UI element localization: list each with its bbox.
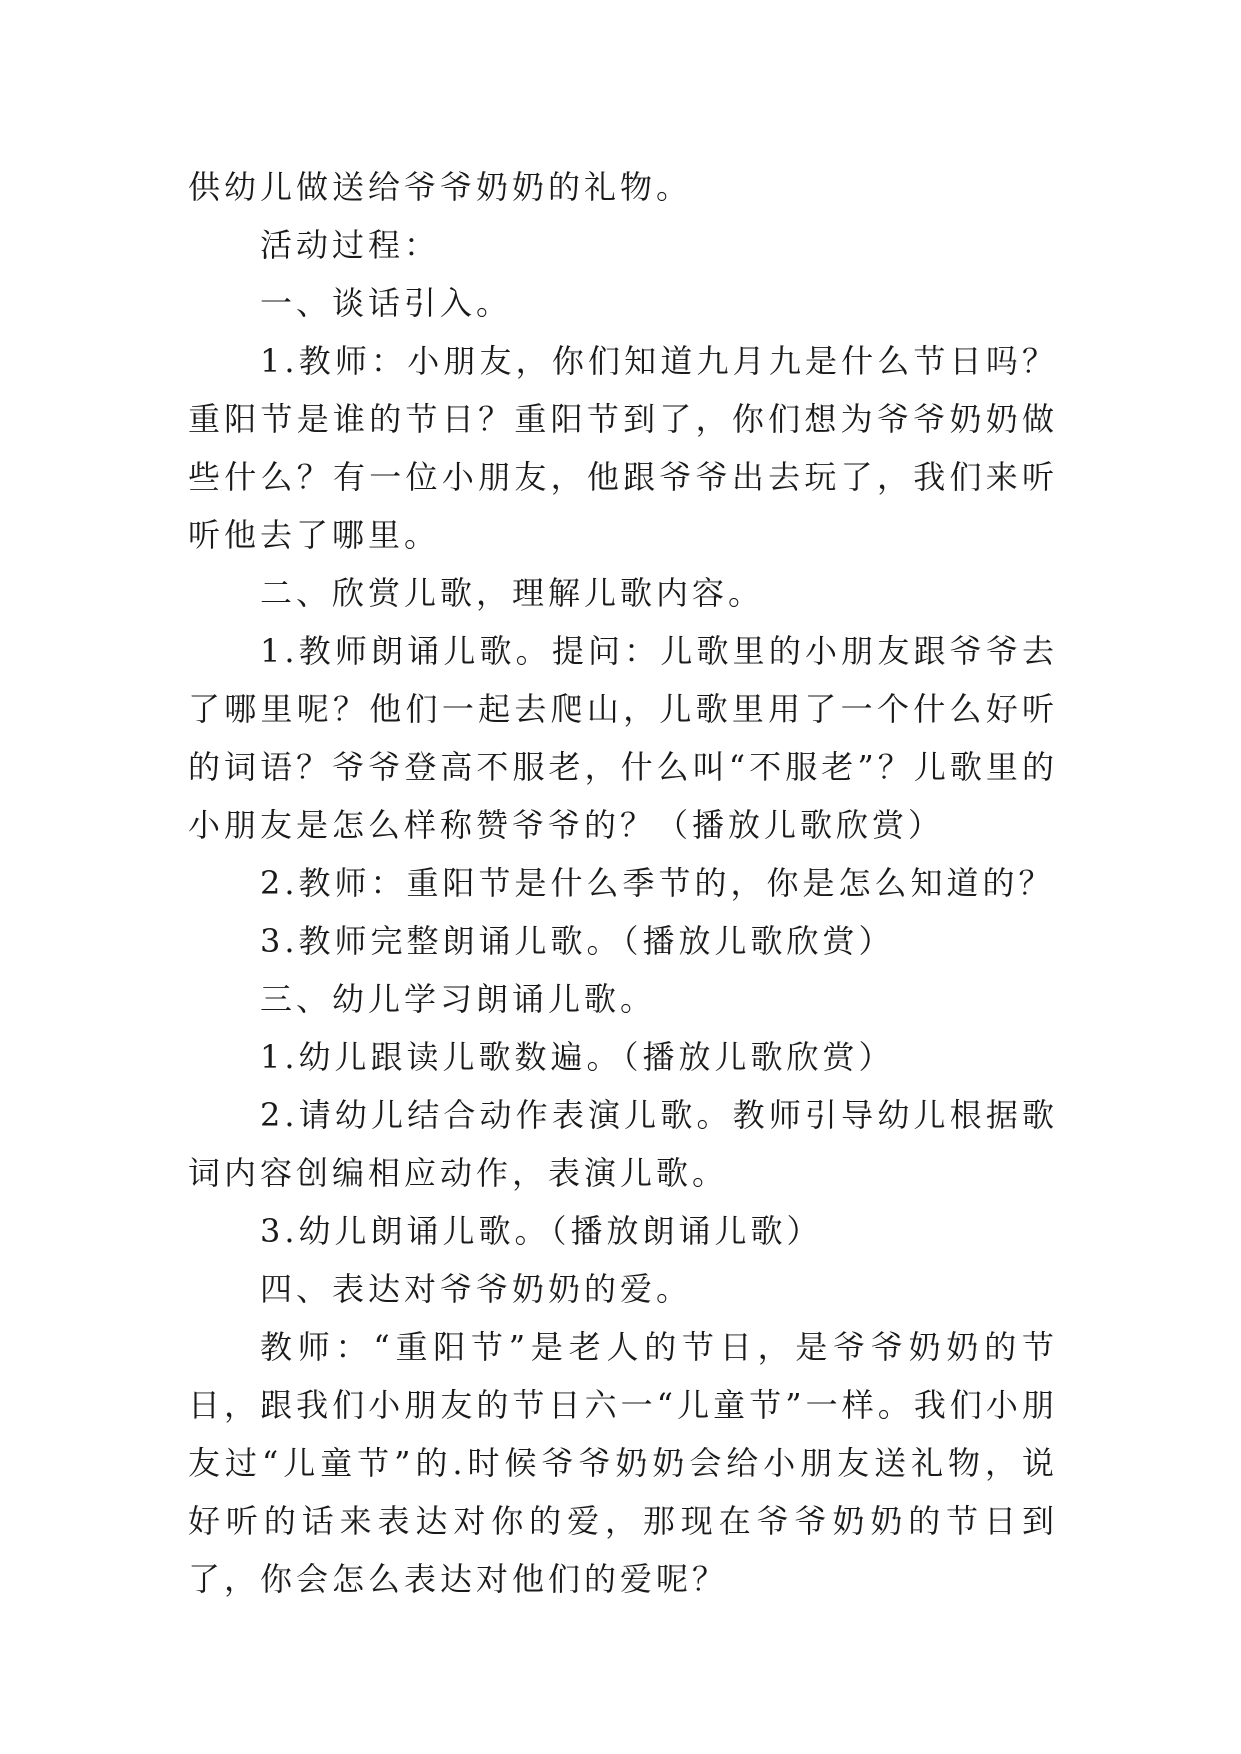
paragraph-section-2-item-2: 2.教师：重阳节是什么季节的，你是怎么知道的？ xyxy=(260,864,1055,902)
paragraph-continuation: 供幼儿做送给爷爷奶奶的礼物。 xyxy=(188,168,693,206)
paragraph-section-1-heading: 一、谈话引入。 xyxy=(260,284,513,322)
paragraph-section-4-body: 教师：“重阳节”是老人的节日，是爷爷奶奶的节日，跟我们小朋友的节日六一“儿童节”一样。我们小朋友过“儿童节”的.时候爷爷奶奶会给小朋友送礼物，说好听的话来表达对你的爱，那现在爷爷奶奶的节日到了，你会怎么表达对他们的爱呢？ xyxy=(188,1328,1058,1598)
paragraph-section-4-heading: 四、表达对爷爷奶奶的爱。 xyxy=(260,1270,693,1308)
paragraph-section-3-heading: 三、幼儿学习朗诵儿歌。 xyxy=(260,980,657,1018)
paragraph-section-3-item-1: 1.幼儿跟读儿歌数遍。（播放儿歌欣赏） xyxy=(260,1038,895,1076)
paragraph-activity-process-heading: 活动过程： xyxy=(260,226,441,264)
document-body xyxy=(188,158,1058,1608)
paragraph-section-2-item-3: 3.教师完整朗诵儿歌。（播放儿歌欣赏） xyxy=(260,922,895,960)
paragraph-section-3-item-2: 2.请幼儿结合动作表演儿歌。教师引导幼儿根据歌词内容创编相应动作，表演儿歌。 xyxy=(188,1096,1058,1192)
paragraph-section-2-heading: 二、欣赏儿歌，理解儿歌内容。 xyxy=(260,574,765,612)
paragraph-section-3-item-3: 3.幼儿朗诵儿歌。（播放朗诵儿歌） xyxy=(260,1212,823,1250)
paragraph-section-1-item-1: 1.教师：小朋友，你们知道九月九是什么节日吗？重阳节是谁的节日？重阳节到了，你们想为爷爷奶奶做些什么？有一位小朋友，他跟爷爷出去玩了，我们来听听他去了哪里。 xyxy=(188,342,1058,554)
paragraph-section-2-item-1: 1.教师朗诵儿歌。提问：儿歌里的小朋友跟爷爷去了哪里呢？他们一起去爬山，儿歌里用了一个什么好听的词语？爷爷登高不服老，什么叫“不服老”？儿歌里的小朋友是怎么样称赞爷爷的？（播放儿歌欣赏） xyxy=(188,632,1058,844)
